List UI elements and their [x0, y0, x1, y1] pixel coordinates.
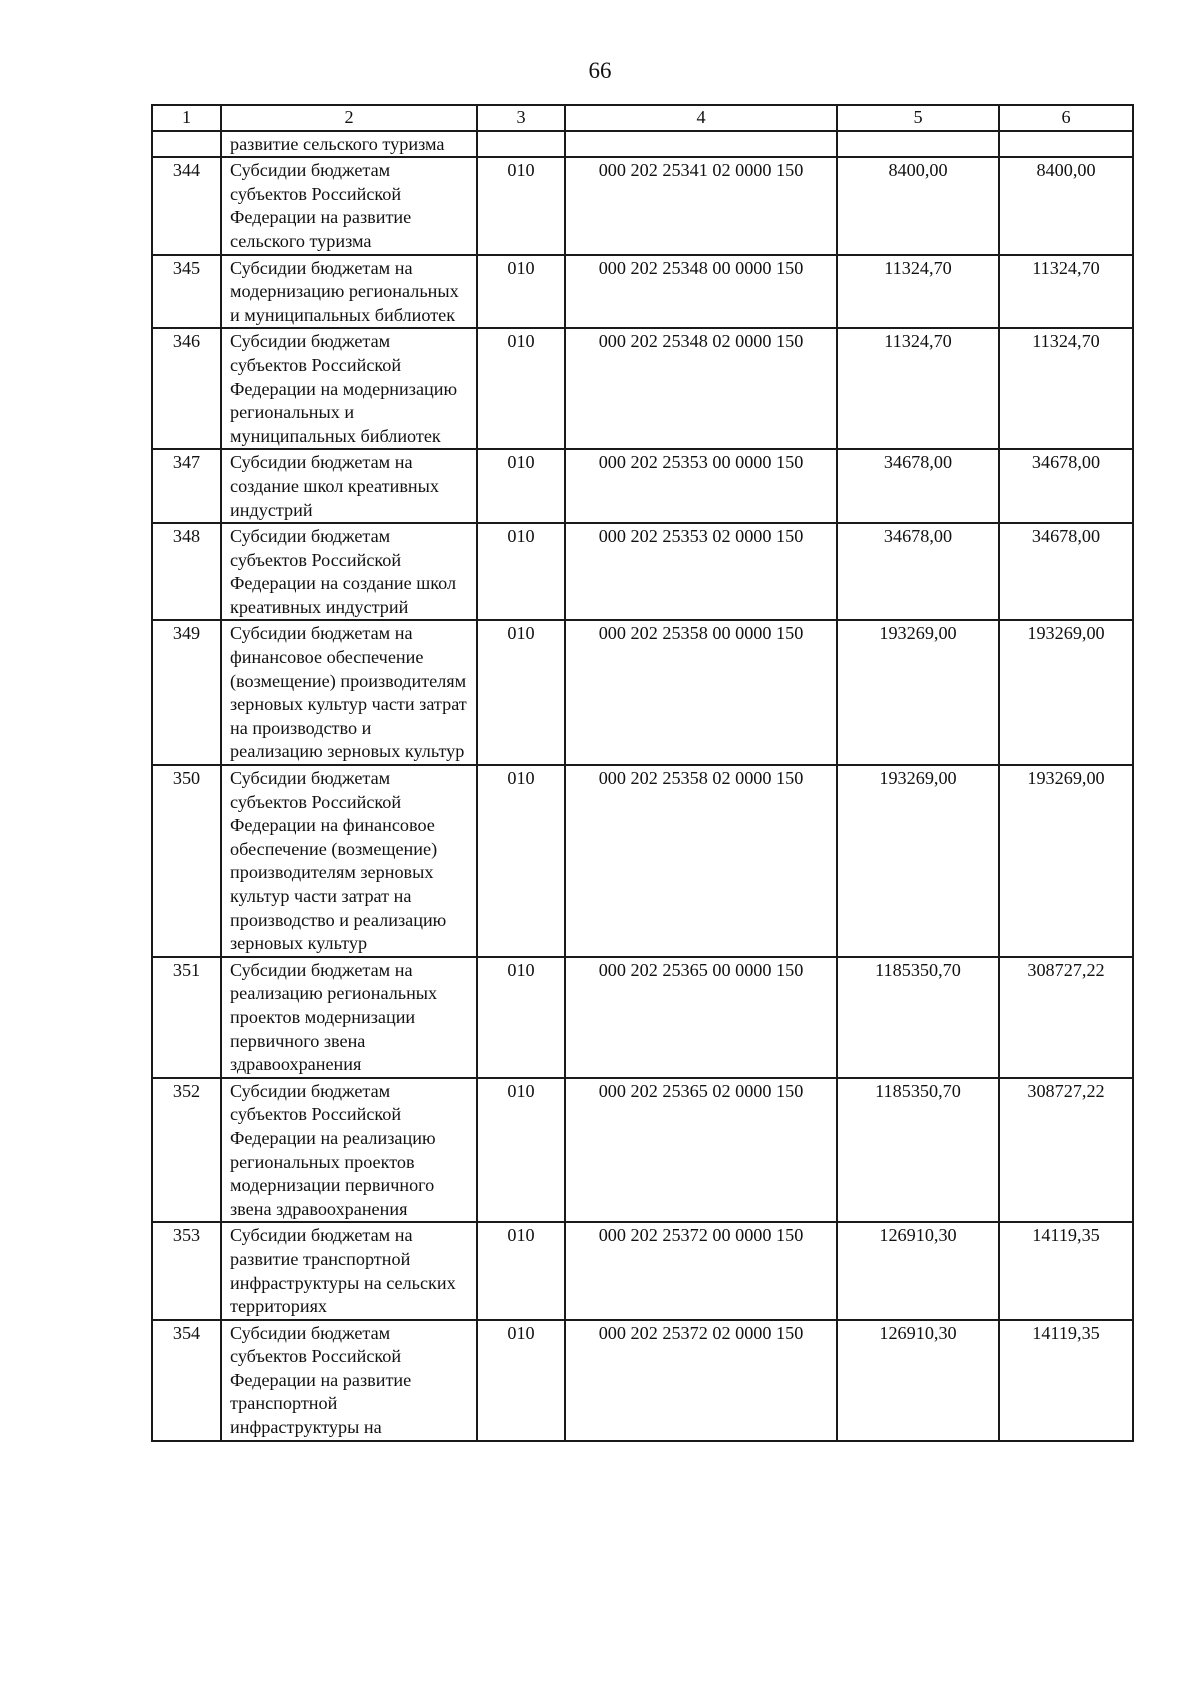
row-budget-code: 000 202 25353 02 0000 150	[565, 523, 837, 620]
row-number: 353	[152, 1222, 221, 1319]
table-row	[152, 1222, 1133, 1319]
header-col-3: 3	[477, 105, 565, 131]
row-value-5: 34678,00	[837, 449, 999, 523]
table-row	[152, 765, 1133, 957]
row-code	[477, 131, 565, 158]
row-value-6: 308727,22	[999, 957, 1133, 1078]
header-row	[152, 105, 1133, 131]
row-name: Субсидии бюджетам на создание школ креативных индустрий	[221, 449, 477, 523]
row-budget-code: 000 202 25372 00 0000 150	[565, 1222, 837, 1319]
row-name: Субсидии бюджетам на развитие транспортной инфраструктуры на сельских территориях	[221, 1222, 477, 1319]
row-budget-code: 000 202 25365 02 0000 150	[565, 1078, 837, 1223]
row-value-5: 34678,00	[837, 523, 999, 620]
table-header	[152, 105, 1133, 131]
row-code: 010	[477, 1078, 565, 1223]
row-code: 010	[477, 620, 565, 765]
table-row	[152, 957, 1133, 1078]
table-row	[152, 449, 1133, 523]
table-row	[152, 255, 1133, 329]
row-value-5: 193269,00	[837, 620, 999, 765]
row-budget-code: 000 202 25358 00 0000 150	[565, 620, 837, 765]
row-budget-code: 000 202 25341 02 0000 150	[565, 157, 837, 254]
header-col-4: 4	[565, 105, 837, 131]
row-name: Субсидии бюджетам субъектов Российской Федерации на развитие сельского туризма	[221, 157, 477, 254]
row-name: Субсидии бюджетам на модернизацию региональных и муниципальных библиотек	[221, 255, 477, 329]
row-value-5: 126910,30	[837, 1222, 999, 1319]
row-value-5: 11324,70	[837, 255, 999, 329]
row-value-6: 11324,70	[999, 255, 1133, 329]
row-value-5: 8400,00	[837, 157, 999, 254]
row-budget-code	[565, 131, 837, 158]
table-row	[152, 131, 1133, 158]
row-budget-code: 000 202 25348 00 0000 150	[565, 255, 837, 329]
row-number: 354	[152, 1320, 221, 1441]
table-row	[152, 157, 1133, 254]
row-code: 010	[477, 523, 565, 620]
row-number: 347	[152, 449, 221, 523]
row-code: 010	[477, 1222, 565, 1319]
row-name: Субсидии бюджетам субъектов Российской Федерации на развитие транспортной инфраструктуры на	[221, 1320, 477, 1441]
row-number: 346	[152, 328, 221, 449]
row-budget-code: 000 202 25372 02 0000 150	[565, 1320, 837, 1441]
row-value-5: 1185350,70	[837, 957, 999, 1078]
table-row	[152, 523, 1133, 620]
header-col-6: 6	[999, 105, 1133, 131]
row-name: Субсидии бюджетам субъектов Российской Федерации на финансовое обеспечение (возмещение) производителям зерновых культур части затрат на производство и реализацию зерновых культур	[221, 765, 477, 957]
row-name: Субсидии бюджетам субъектов Российской Федерации на модернизацию региональных и муниципальных библиотек	[221, 328, 477, 449]
row-value-6: 34678,00	[999, 523, 1133, 620]
row-code: 010	[477, 1320, 565, 1441]
header-col-5: 5	[837, 105, 999, 131]
table-row	[152, 620, 1133, 765]
row-number: 350	[152, 765, 221, 957]
row-number: 345	[152, 255, 221, 329]
row-code: 010	[477, 328, 565, 449]
row-value-5: 11324,70	[837, 328, 999, 449]
header-col-1: 1	[152, 105, 221, 131]
row-budget-code: 000 202 25348 02 0000 150	[565, 328, 837, 449]
row-value-5: 193269,00	[837, 765, 999, 957]
budget-table	[151, 104, 1134, 1442]
row-budget-code: 000 202 25353 00 0000 150	[565, 449, 837, 523]
table-body	[152, 131, 1133, 1441]
row-number: 348	[152, 523, 221, 620]
row-value-6: 193269,00	[999, 620, 1133, 765]
row-value-6: 8400,00	[999, 157, 1133, 254]
row-value-6	[999, 131, 1133, 158]
table-row	[152, 1078, 1133, 1223]
table-row	[152, 1320, 1133, 1441]
row-name: Субсидии бюджетам на реализацию региональных проектов модернизации первичного звена здравоохранения	[221, 957, 477, 1078]
row-number: 351	[152, 957, 221, 1078]
row-name: Субсидии бюджетам на финансовое обеспечение (возмещение) производителям зерновых культур части затрат на производство и реализацию зерновых культур	[221, 620, 477, 765]
page-number: 66	[588, 58, 612, 83]
row-budget-code: 000 202 25365 00 0000 150	[565, 957, 837, 1078]
row-value-6: 14119,35	[999, 1320, 1133, 1441]
row-value-6: 11324,70	[999, 328, 1133, 449]
row-value-6: 14119,35	[999, 1222, 1133, 1319]
row-code: 010	[477, 449, 565, 523]
row-name: развитие сельского туризма	[221, 131, 477, 158]
row-value-5: 1185350,70	[837, 1078, 999, 1223]
row-value-5	[837, 131, 999, 158]
row-value-6: 34678,00	[999, 449, 1133, 523]
table-row	[152, 328, 1133, 449]
row-number: 344	[152, 157, 221, 254]
row-name: Субсидии бюджетам субъектов Российской Федерации на создание школ креативных индустрий	[221, 523, 477, 620]
row-number: 352	[152, 1078, 221, 1223]
row-name: Субсидии бюджетам субъектов Российской Федерации на реализацию региональных проектов модернизации первичного звена здравоохранения	[221, 1078, 477, 1223]
row-value-5: 126910,30	[837, 1320, 999, 1441]
row-value-6: 308727,22	[999, 1078, 1133, 1223]
row-code: 010	[477, 255, 565, 329]
row-code: 010	[477, 957, 565, 1078]
row-number: 349	[152, 620, 221, 765]
row-budget-code: 000 202 25358 02 0000 150	[565, 765, 837, 957]
row-code: 010	[477, 765, 565, 957]
row-code: 010	[477, 157, 565, 254]
row-number	[152, 131, 221, 158]
row-value-6: 193269,00	[999, 765, 1133, 957]
header-col-2: 2	[221, 105, 477, 131]
